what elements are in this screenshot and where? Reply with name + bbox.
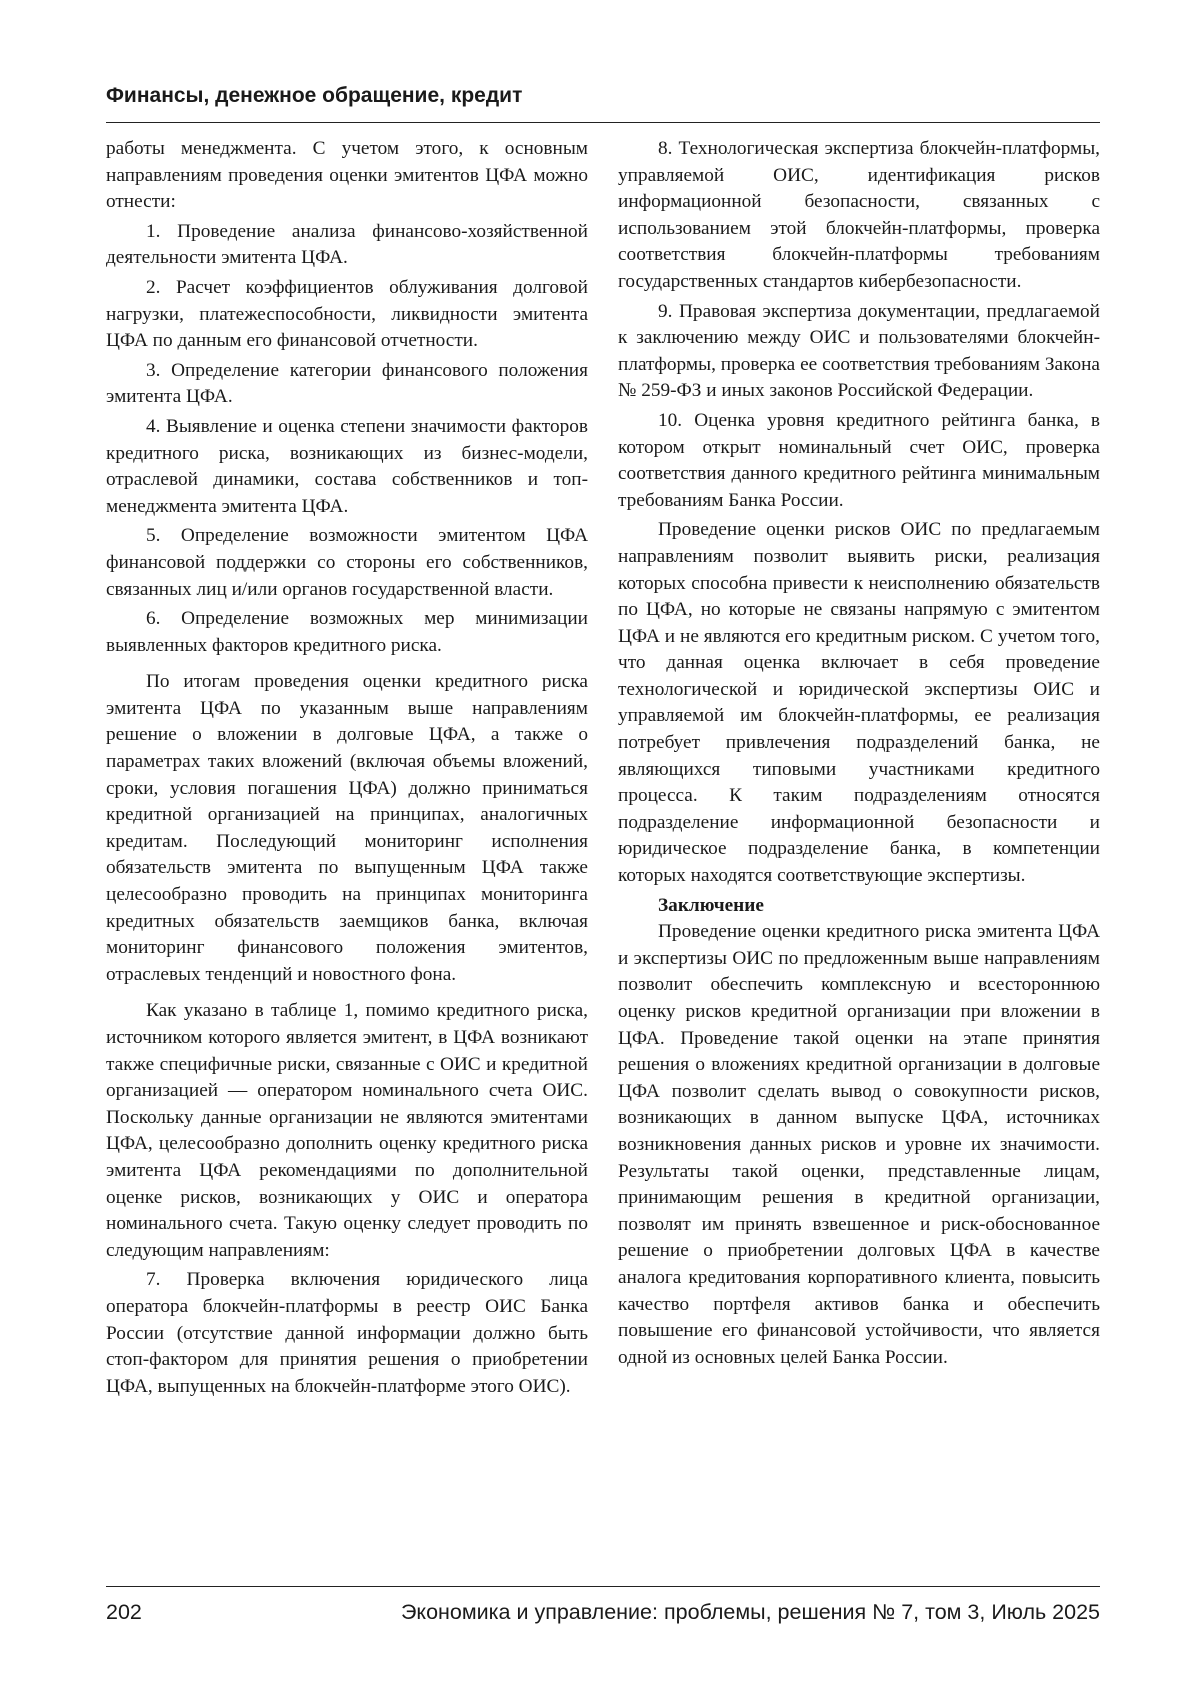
conclusion-heading: Заключение [658, 894, 764, 916]
right-text-column [618, 136, 1100, 1374]
list-item: 10. Оценка уровня кредитного рейтинга банка, в котором открыт номинальный счет ОИС, проверка соответствия данного кредитного рейтинга минимальным требованиям Банка России. [618, 409, 1100, 511]
list-item: 7. Проверка включения юридического лица оператора блокчейн-платформы в реестр ОИС Банка России (отсутствие данной информации должно быть стоп-фактором для принятия решения о приобретении ЦФА, выпущенных на блокчейн-платформе этого ОИС). [106, 1269, 588, 1397]
paragraph: Проведение оценки рисков ОИС по предлагаемым направлениям позволит выявить риски, реализация которых способна привести к неисполнению обязательств по ЦФА, но которые не связаны напрямую с эмитентом ЦФА и не являются его кредитным риском. С учетом того, что данная оценка включает в себя проведение технологической и юридической экспертизы ОИС и управляемой им блокчейн-платформы, ее реализация потребует привлечения подразделений банка, не являющихся типовыми участниками кредитного процесса. К таким подразделениям относятся подразделение информационной безопасности и юридическое подразделение банка, в компетенции которых находятся соответствующие экспертизы. [618, 519, 1100, 887]
list-item: 5. Определение возможности эмитентом ЦФА финансовой поддержки со стороны его собственников, связанных лиц и/или органов государственной власти. [106, 525, 588, 600]
list-item: 3. Определение категории финансового положения эмитента ЦФА. [106, 359, 588, 408]
header-divider [106, 122, 1100, 123]
list-item: 1. Проведение анализа финансово-хозяйственной деятельности эмитента ЦФА. [106, 220, 588, 269]
list-item: 2. Расчет коэффициентов облуживания долговой нагрузки, платежеспособности, ликвидности эмитента ЦФА по данным его финансовой отчетности. [106, 276, 588, 352]
journal-citation: Экономика и управление: проблемы, решения № 7, том 3, Июль 2025 [400, 1600, 1100, 1624]
paragraph: По итогам проведения оценки кредитного риска эмитента ЦФА по указанным выше направлениям решение о вложении в долговые ЦФА, а также о параметрах таких вложений (включая объемы вложений, сроки, условия погашения ЦФА) должно приниматься кредитной организацией на принципах, аналогичных кредитам. Последующий мониторинг исполнения обязательств эмитента по выпущенным ЦФА также целесообразно проводить на принципах мониторинга кредитных обязательств заемщиков банка, включая мониторинг финансового положения эмитентов, отраслевых тенденций и новостного фона. [106, 671, 588, 985]
paragraph: работы менеджмента. С учетом этого, к основным направлениям проведения оценки эмитентов ЦФА можно отнести: [106, 138, 588, 213]
left-text-column [106, 136, 588, 1403]
paragraph: Как указано в таблице 1, помимо кредитного риска, источником которого является эмитент, в ЦФА возникают также специфичные риски, связанные с ОИС и кредитной организацией — оператором номинального счета ОИС. Поскольку данные организации не являются эмитентами ЦФА, целесообразно дополнить оценку кредитного риска эмитента ЦФА рекомендациями по дополнительной оценке рисков, возникающих у ОИС и оператора номинального счета. Такую оценку следует проводить по следующим направлениям: [106, 1000, 588, 1261]
list-item: 9. Правовая экспертиза документации, предлагаемой к заключению между ОИС и пользователями блокчейн-платформы, проверка ее соответствия требованиям Закона № 259-ФЗ и иных законов Российской Федерации. [618, 300, 1100, 402]
list-item: 4. Выявление и оценка степени значимости факторов кредитного риска, возникающих из бизнес-модели, отраслевой динамики, состава собственников и топ-менеджмента эмитента ЦФА. [106, 415, 588, 517]
footer-divider [106, 1586, 1100, 1587]
list-item: 6. Определение возможных мер минимизации выявленных факторов кредитного риска. [106, 608, 588, 656]
page-number: 202 [106, 1600, 142, 1624]
list-item: 8. Технологическая экспертиза блокчейн-платформы, управляемой ОИС, идентификация рисков информационной безопасности, связанных с использованием этой блокчейн-платформы, проверка соответствия блокчейн-платформы требованиям государственных стандартов кибербезопасности. [618, 138, 1100, 292]
paragraph: Проведение оценки кредитного риска эмитента ЦФА и экспертизы ОИС по предложенным выше направлениям позволит обеспечить комплексную и всестороннюю оценку рисков кредитной организации при вложении в ЦФА. Проведение такой оценки на этапе принятия решения о вложениях кредитной организации в долговые ЦФА позволит сделать вывод о совокупности рисков, возникающих в данном выпуске ЦФА, источниках возникновения данных рисков и уровне их значимости. Результаты такой оценки, представленные лицам, принимающим решения в кредитной организации, позволят им принять взвешенное и риск-обоснованное решение о приобретении долговых ЦФА в качестве аналога кредитования корпоративного клиента, повысить качество портфеля активов банка и обеспечить повышение его финансовой устойчивости, что является одной из основных целей Банка России. [618, 921, 1100, 1368]
running-header [106, 84, 1100, 108]
section-title: Финансы, денежное обращение, кредит [106, 84, 523, 107]
